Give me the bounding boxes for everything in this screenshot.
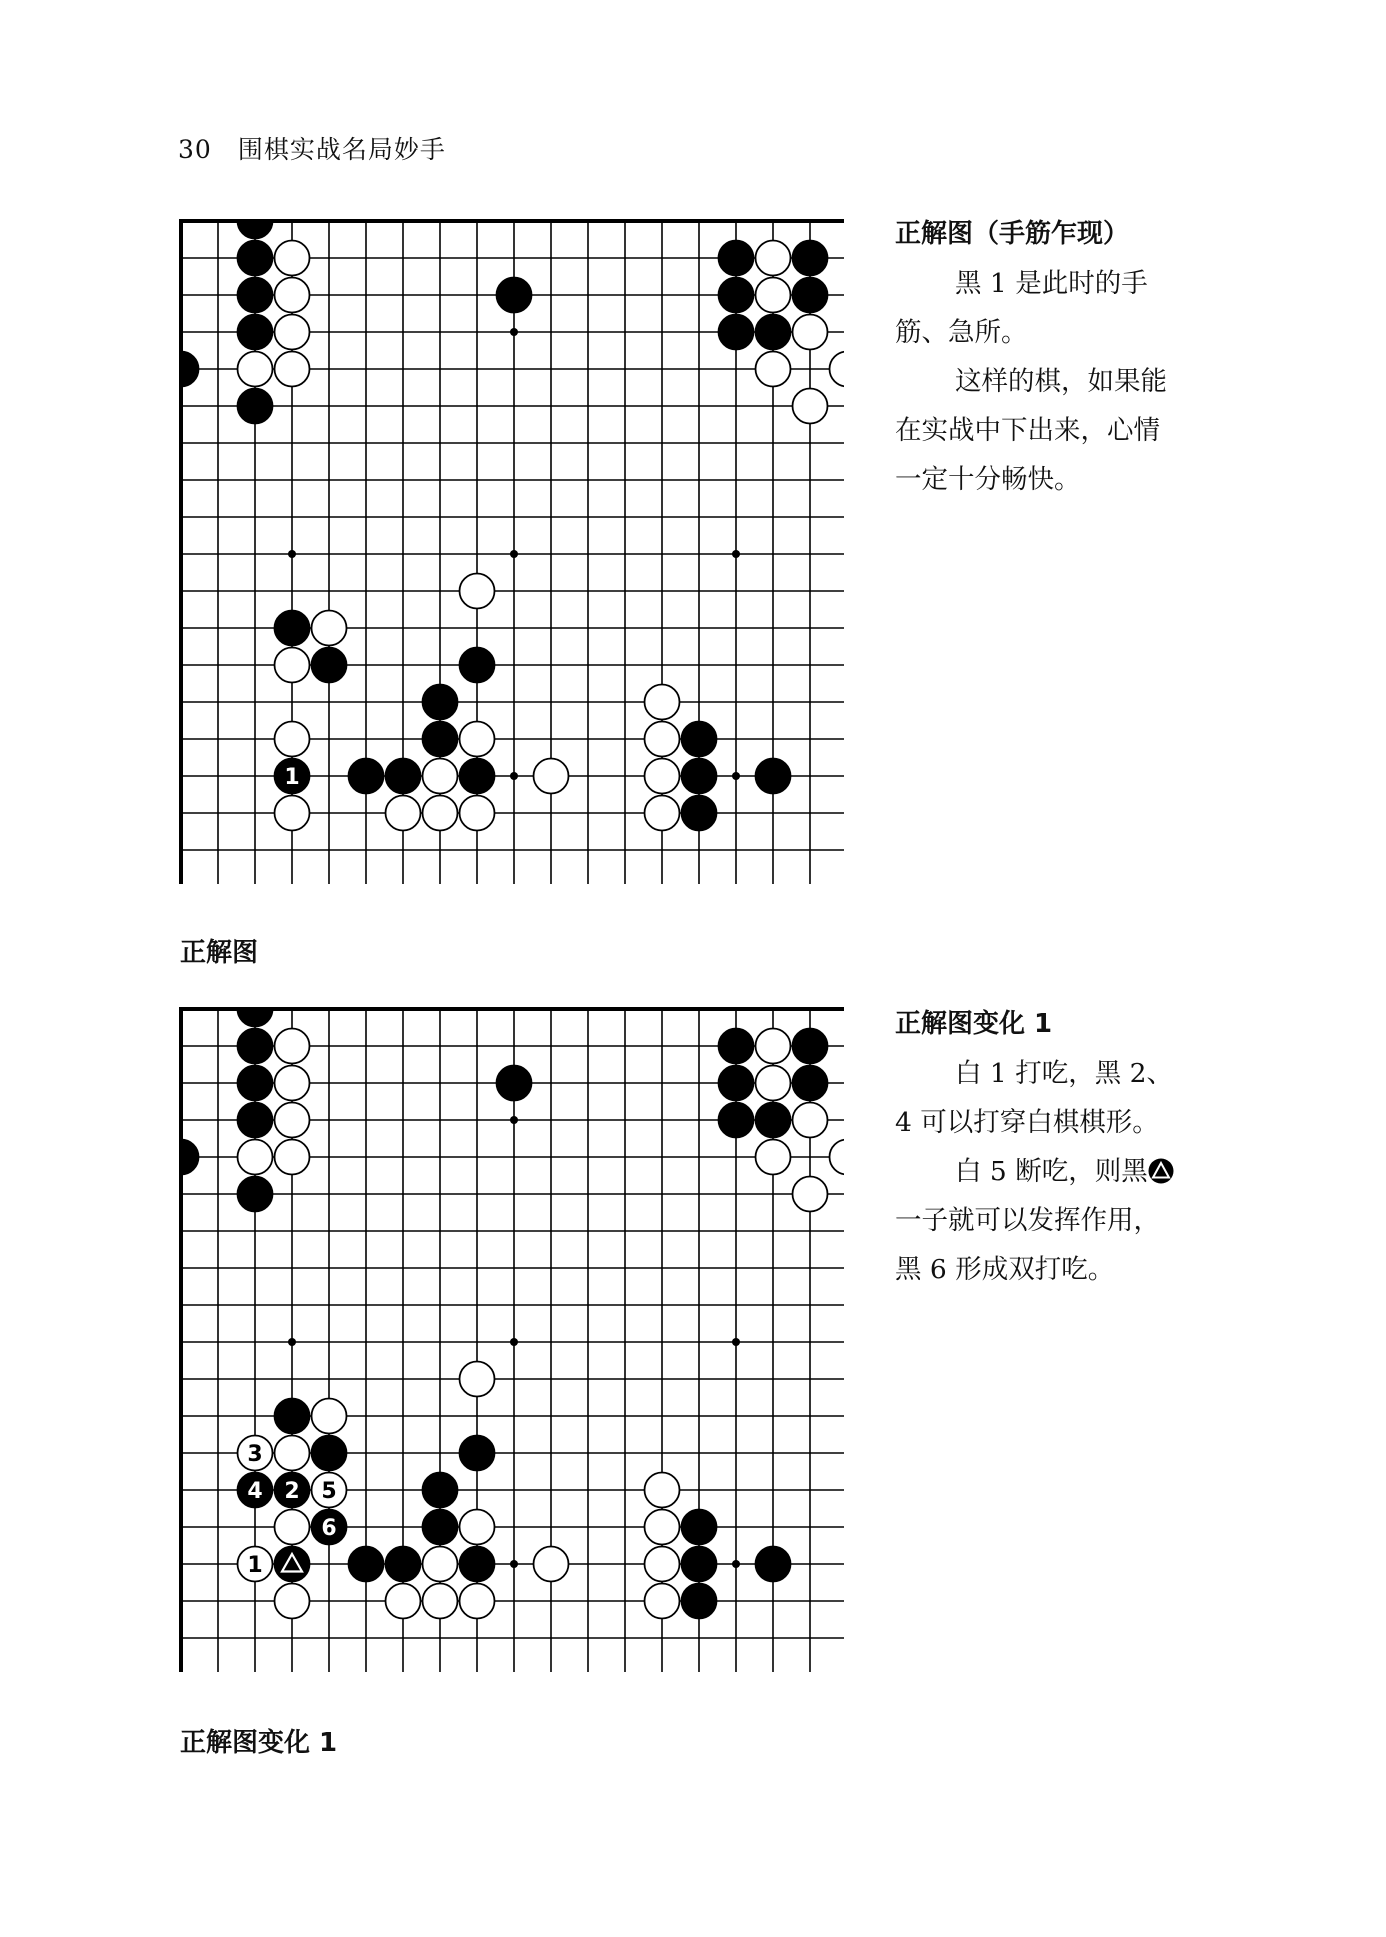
white-stone — [423, 1584, 458, 1619]
commentary — [895, 210, 1175, 504]
white-stone — [275, 1584, 310, 1619]
white-stone — [275, 722, 310, 757]
black-stone — [238, 241, 273, 276]
black-stone — [275, 1399, 310, 1434]
white-stone — [460, 796, 495, 831]
white-stone — [793, 315, 828, 350]
black-stone — [312, 1436, 347, 1471]
diagram-caption: 正解图变化 1 — [180, 1728, 338, 1758]
black-stone — [497, 278, 532, 313]
commentary-paragraph: 这样的棋，如果能在实战中下出来，心情一定十分畅快。 — [895, 366, 1167, 495]
black-stone — [238, 1066, 273, 1101]
white-stone — [645, 685, 680, 720]
black-stone — [423, 1510, 458, 1545]
move-number-label: 1 — [284, 765, 300, 790]
black-stone — [386, 1547, 421, 1582]
white-stone — [312, 1473, 347, 1508]
black-stone — [719, 1029, 754, 1064]
commentary-paragraph: 白 1 打吃，黑 2、4 可以打穿白棋棋形。 — [895, 1058, 1173, 1138]
black-stone — [238, 1007, 273, 1027]
commentary-paragraph: 黑 1 是此时的手筋、急所。 — [895, 268, 1148, 348]
black-stone — [179, 1140, 199, 1175]
commentary-paragraph: 白 5 断吃，则黑一子就可以发挥作用，黑 6 形成双打吃。 — [895, 1147, 1175, 1294]
black-stone — [386, 759, 421, 794]
star-point — [732, 550, 740, 558]
white-stone — [275, 1103, 310, 1138]
move-number-label: 2 — [284, 1479, 300, 1504]
black-stone — [756, 1547, 791, 1582]
white-stone — [275, 352, 310, 387]
black-stone — [682, 1584, 717, 1619]
white-stone — [645, 1473, 680, 1508]
black-stone — [460, 759, 495, 794]
white-stone — [756, 1066, 791, 1101]
white-stone — [275, 1029, 310, 1064]
go-board-correct-solution — [179, 219, 844, 884]
move-number-label: 3 — [247, 1442, 263, 1467]
black-stone — [179, 352, 199, 387]
black-stone — [719, 315, 754, 350]
black-stone — [275, 611, 310, 646]
star-point — [510, 772, 518, 780]
page-header — [178, 130, 446, 166]
white-stone — [275, 241, 310, 276]
white-stone — [275, 1436, 310, 1471]
white-stone — [756, 352, 791, 387]
black-stone — [312, 1510, 347, 1545]
black-stone — [349, 1547, 384, 1582]
black-stone — [349, 759, 384, 794]
move-number-label: 5 — [321, 1479, 337, 1504]
black-stone — [423, 685, 458, 720]
black-stone — [238, 1029, 273, 1064]
black-stone — [423, 722, 458, 757]
star-point — [732, 1338, 740, 1346]
star-point — [510, 550, 518, 558]
white-stone — [460, 1510, 495, 1545]
move-number-label: 4 — [247, 1479, 263, 1504]
white-stone — [275, 1066, 310, 1101]
white-stone — [312, 1399, 347, 1434]
white-stone — [460, 1584, 495, 1619]
white-stone — [275, 315, 310, 350]
white-stone — [460, 574, 495, 609]
black-stone — [793, 1029, 828, 1064]
white-stone — [756, 241, 791, 276]
black-stone — [238, 315, 273, 350]
black-stone — [682, 759, 717, 794]
black-stone — [682, 1510, 717, 1545]
white-stone — [645, 759, 680, 794]
star-point — [510, 1116, 518, 1124]
go-board-variation-1 — [179, 1007, 844, 1672]
white-stone — [275, 796, 310, 831]
black-stone — [460, 648, 495, 683]
commentary-title: 正解图（手筋乍现） — [895, 219, 1130, 249]
star-point — [510, 1338, 518, 1346]
black-stone — [238, 219, 273, 239]
star-point — [510, 328, 518, 336]
page-number: 30 — [178, 135, 212, 164]
black-stone — [275, 759, 310, 794]
black-stone — [460, 1547, 495, 1582]
white-stone — [645, 796, 680, 831]
white-stone — [756, 1140, 791, 1175]
white-stone — [423, 759, 458, 794]
book-title: 围棋实战名局妙手 — [237, 135, 446, 164]
commentary-title: 正解图变化 1 — [895, 1009, 1053, 1039]
white-stone — [275, 1510, 310, 1545]
black-stone — [719, 278, 754, 313]
white-stone — [423, 796, 458, 831]
white-stone — [460, 1362, 495, 1397]
black-stone — [460, 1436, 495, 1471]
white-stone — [645, 1510, 680, 1545]
commentary — [895, 1000, 1175, 1294]
move-number-label: 6 — [321, 1516, 337, 1541]
white-stone — [275, 278, 310, 313]
black-stone — [793, 241, 828, 276]
star-point — [732, 1560, 740, 1568]
black-stone — [756, 759, 791, 794]
white-stone — [275, 648, 310, 683]
white-stone — [238, 352, 273, 387]
diagram-caption: 正解图 — [180, 938, 259, 968]
move-number-label: 1 — [247, 1553, 263, 1578]
black-stone — [756, 1103, 791, 1138]
white-stone — [830, 352, 845, 387]
white-stone — [238, 1140, 273, 1175]
white-stone — [460, 722, 495, 757]
black-stone — [682, 1547, 717, 1582]
white-stone — [645, 1547, 680, 1582]
white-stone — [645, 1584, 680, 1619]
white-stone — [534, 759, 569, 794]
star-point — [288, 1338, 296, 1346]
white-stone — [645, 722, 680, 757]
black-stone — [682, 796, 717, 831]
black-stone — [719, 241, 754, 276]
white-stone — [793, 389, 828, 424]
black-stone — [275, 1547, 310, 1582]
black-stone — [423, 1473, 458, 1508]
black-stone — [238, 1177, 273, 1212]
white-stone — [756, 1029, 791, 1064]
white-stone — [275, 1140, 310, 1175]
white-stone — [793, 1177, 828, 1212]
black-stone — [312, 648, 347, 683]
white-stone — [423, 1547, 458, 1582]
black-stone — [719, 1066, 754, 1101]
black-stone — [793, 278, 828, 313]
black-stone — [238, 1473, 273, 1508]
star-point — [732, 772, 740, 780]
black-stone — [497, 1066, 532, 1101]
black-stone — [238, 278, 273, 313]
black-stone — [238, 389, 273, 424]
white-stone — [830, 1140, 845, 1175]
triangle-marked-stone-icon — [1148, 1158, 1174, 1184]
white-stone — [793, 1103, 828, 1138]
black-stone — [719, 1103, 754, 1138]
black-stone — [793, 1066, 828, 1101]
black-stone — [238, 1103, 273, 1138]
star-point — [510, 1560, 518, 1568]
white-stone — [312, 611, 347, 646]
white-stone — [534, 1547, 569, 1582]
black-stone — [682, 722, 717, 757]
black-stone — [275, 1473, 310, 1508]
white-stone — [238, 1547, 273, 1582]
star-point — [288, 550, 296, 558]
white-stone — [386, 796, 421, 831]
white-stone — [386, 1584, 421, 1619]
white-stone — [756, 278, 791, 313]
black-stone — [756, 315, 791, 350]
white-stone — [238, 1436, 273, 1471]
